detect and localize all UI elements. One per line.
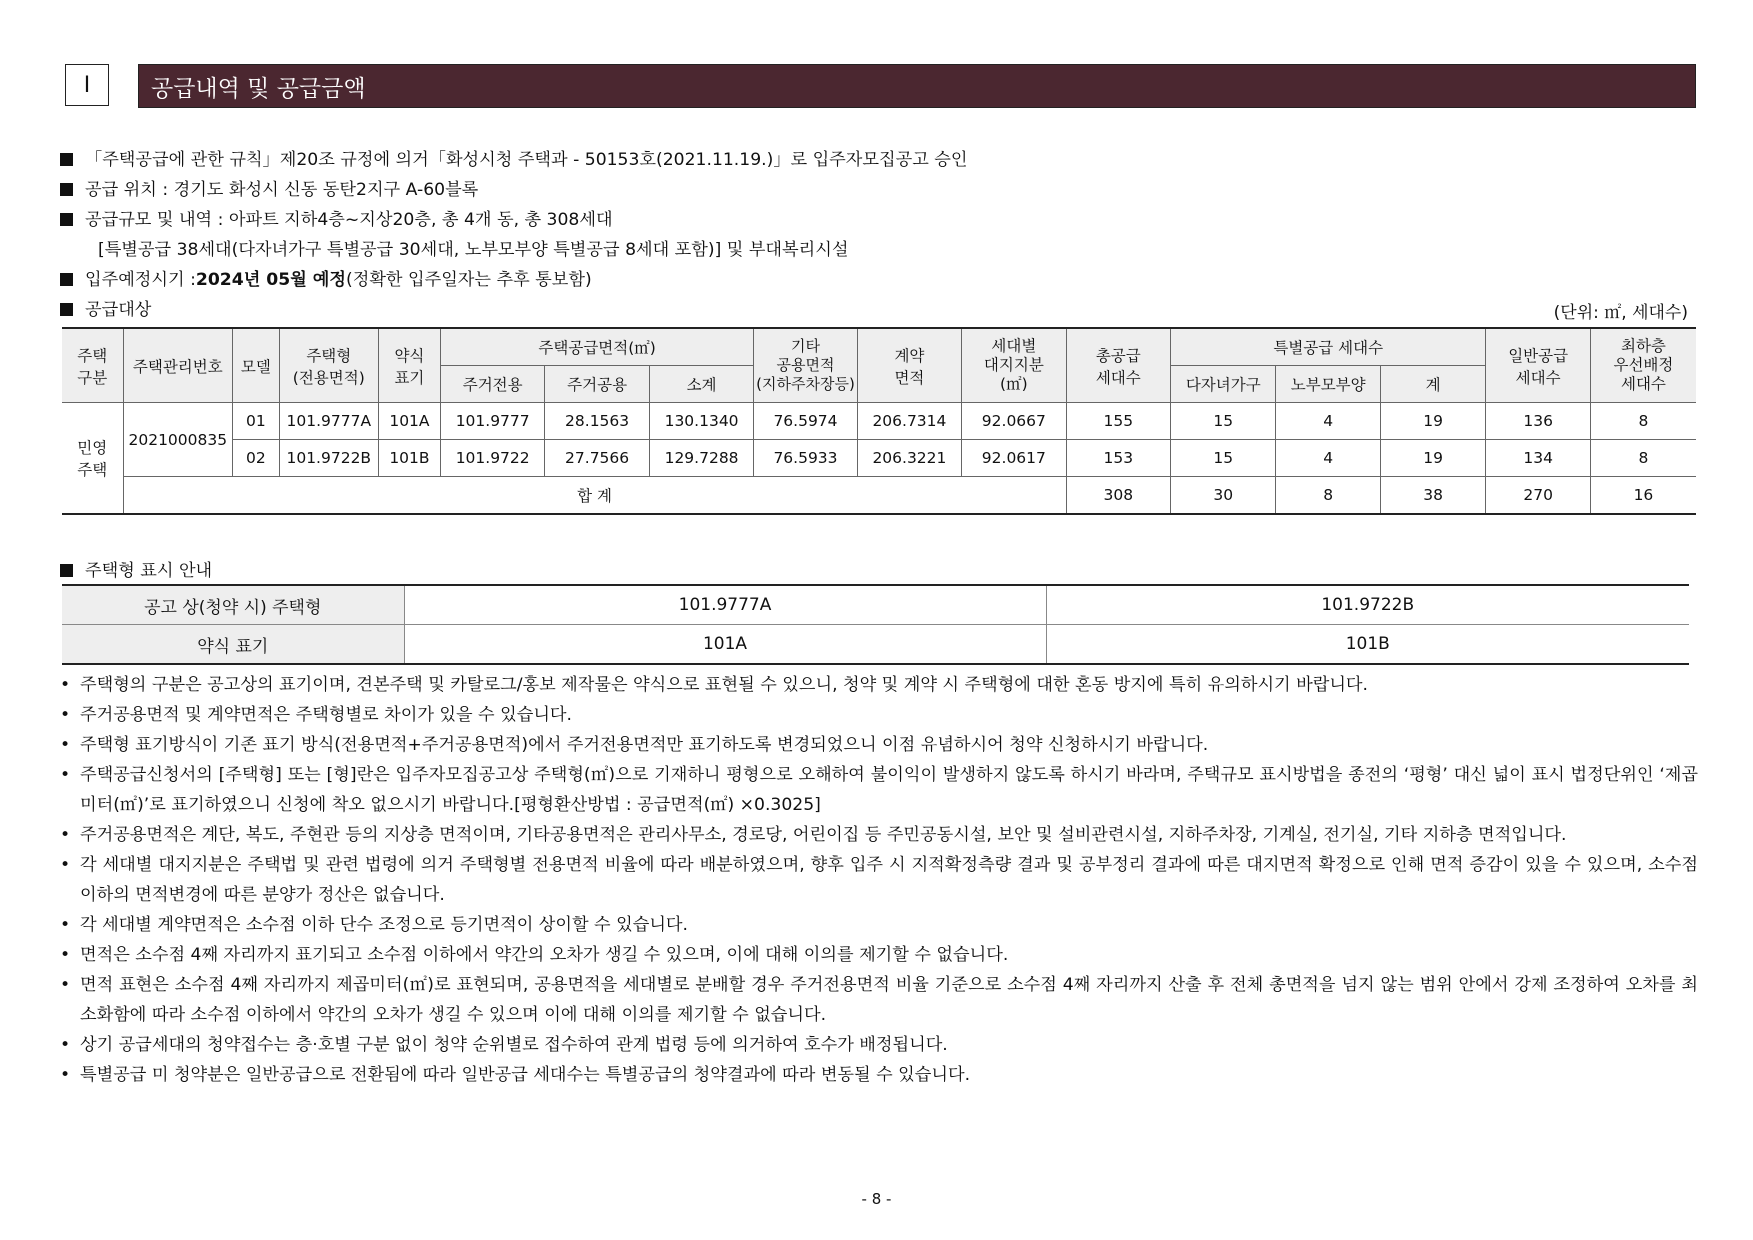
total-supply-sum: 308 xyxy=(1066,477,1170,515)
other-common-cell: 76.5974 xyxy=(754,403,857,440)
bullet-dot-icon: • xyxy=(60,915,71,935)
bullet-dot-icon: • xyxy=(60,705,71,725)
list-item xyxy=(58,850,1698,910)
table-row xyxy=(62,625,1689,665)
contract-area-cell: 206.7314 xyxy=(857,403,961,440)
bullet-dot-icon: • xyxy=(60,1065,71,1085)
note-text: 면적은 소수점 4째 자리까지 표기되고 소수점 이하에서 약간의 오차가 생길 수 있으며, 이에 대해 이의를 제기할 수 없습니다. xyxy=(80,945,1009,965)
header-contract-area: 계약 면적 xyxy=(857,328,961,403)
lowest-floor-sum: 16 xyxy=(1590,477,1696,515)
model-cell: 01 xyxy=(233,403,280,440)
header-other-common: 기타 공용면적 (지하주차장등) xyxy=(754,328,857,403)
mgmt-no-cell: 2021000835 xyxy=(123,403,233,477)
note-text: 각 세대별 계약면적은 소수점 이하 단수 조정으로 등기면적이 상이할 수 있습니다. xyxy=(80,915,689,935)
bullet-approval xyxy=(58,145,1698,175)
header-subtotal: 소계 xyxy=(649,366,753,403)
header-model: 모델 xyxy=(233,328,280,403)
house-type-cell: 101.9722B xyxy=(279,440,378,477)
header-abbr: 약식 표기 xyxy=(378,328,440,403)
lowest-floor-cell: 8 xyxy=(1590,440,1696,477)
general-sum: 270 xyxy=(1486,477,1590,515)
scale-cont-text: [특별공급 38세대(다자녀가구 특별공급 30세대, 노부모부양 특별공급 8세대 포함)] 및 부대복리시설 xyxy=(98,240,849,260)
subtotal-cell: 130.1340 xyxy=(649,403,753,440)
multi-child-sum: 30 xyxy=(1171,477,1276,515)
type-guide-heading xyxy=(58,556,212,581)
total-supply-cell: 155 xyxy=(1066,403,1170,440)
multi-child-cell: 15 xyxy=(1171,440,1276,477)
table-row xyxy=(62,440,1696,477)
list-item xyxy=(58,1060,1698,1090)
type-guide-title: 주택형 표시 안내 xyxy=(85,561,213,581)
bullet-move-in xyxy=(58,265,1698,295)
total-label: 합 계 xyxy=(123,477,1066,515)
move-in-date: 2024년 05월 예정 xyxy=(195,270,347,290)
table-row xyxy=(62,403,1696,440)
exclusive-cell: 101.9777 xyxy=(440,403,544,440)
list-item xyxy=(58,910,1698,940)
header-supply-area: 주택공급면적(㎡) xyxy=(440,328,753,366)
section-title: 공급내역 및 공급금액 xyxy=(138,64,1696,108)
square-bullet-icon xyxy=(60,153,73,166)
bullet-dot-icon: • xyxy=(60,1035,71,1055)
bullet-location xyxy=(58,175,1698,205)
header-common: 주거공용 xyxy=(545,366,649,403)
land-share-cell: 92.0667 xyxy=(962,403,1066,440)
abbr-label-cell: 약식 표기 xyxy=(62,625,404,665)
note-text: 주거공용면적 및 계약면적은 주택형별로 차이가 있을 수 있습니다. xyxy=(80,705,572,725)
bullet-dot-icon: • xyxy=(60,945,71,965)
list-item xyxy=(58,670,1698,700)
bullet-dot-icon: • xyxy=(60,765,71,785)
list-item xyxy=(58,760,1698,820)
housing-type-cell: 민영 주택 xyxy=(62,403,123,515)
approval-text: 「주택공급에 관한 규칙」제20조 규정에 의거「화성시청 주택과 - 50153호(2021.11.19.)」로 입주자모집공고 승인 xyxy=(85,150,968,170)
table-row xyxy=(62,585,1689,625)
header-exclusive: 주거전용 xyxy=(440,366,544,403)
other-common-cell: 76.5933 xyxy=(754,440,857,477)
note-text: 주택형의 구분은 공고상의 표기이며, 견본주택 및 카탈로그/홍보 제작물은 약식으로 표현될 수 있으니, 청약 및 계약 시 주택형에 대한 혼동 방지에 특히 유의하시기 바랍니다. xyxy=(80,675,1368,695)
header-land-share: 세대별 대지지분 (㎡) xyxy=(962,328,1066,403)
header-special-sum: 계 xyxy=(1380,366,1486,403)
header-total-supply: 총공급 세대수 xyxy=(1066,328,1170,403)
special-sum-cell: 19 xyxy=(1380,403,1486,440)
elderly-cell: 4 xyxy=(1276,440,1380,477)
bullet-dot-icon: • xyxy=(60,825,71,845)
type-guide-table xyxy=(62,584,1689,665)
bullet-scale-cont xyxy=(58,235,1698,265)
page-number: - 8 - xyxy=(861,1190,892,1208)
supply-table xyxy=(62,327,1696,515)
house-type-cell: 101.9777A xyxy=(279,403,378,440)
note-text: 주거공용면적은 계단, 복도, 주현관 등의 지상층 면적이며, 기타공용면적은 관리사무소, 경로당, 어린이집 등 주민공동시설, 보안 및 설비관련시설, 지하주차장, 기계실, 전기실, 기타 지하층 면적입니다. xyxy=(80,825,1567,845)
abbr-cell: 101A xyxy=(378,403,440,440)
abbr-b-cell: 101B xyxy=(1046,625,1689,665)
section-number: I xyxy=(65,64,109,106)
scale-text: 공급규모 및 내역 : 아파트 지하4층~지상20층, 총 4개 동, 총 308세대 xyxy=(85,210,613,230)
note-text: 주택형 표기방식이 기존 표기 방식(전용면적+주거공용면적)에서 주거전용면적만 표기하도록 변경되었으니 이점 유념하시어 청약 신청하시기 바랍니다. xyxy=(80,735,1209,755)
list-item xyxy=(58,940,1698,970)
land-share-cell: 92.0617 xyxy=(962,440,1066,477)
square-bullet-icon xyxy=(60,564,73,577)
note-text: 각 세대별 대지지분은 주택법 및 관련 법령에 의거 주택형별 전용면적 비율에 따라 배분하였으며, 향후 입주 시 지적확정측량 결과 및 공부정리 결과에 따른 대지면적 확정으로 인해 면적 증감이 있을 수 있으며, 소수점 이하의 면적변경에 따른 분양가 정산은 없습니다. xyxy=(80,855,1698,905)
header-house-type: 주택형 (전용면적) xyxy=(279,328,378,403)
list-item xyxy=(58,700,1698,730)
header-mgmt-no: 주택관리번호 xyxy=(123,328,233,403)
abbr-a-cell: 101A xyxy=(404,625,1046,665)
header-special-supply: 특별공급 세대수 xyxy=(1171,328,1486,366)
note-text: 특별공급 미 청약분은 일반공급으로 전환됨에 따라 일반공급 세대수는 특별공급의 청약결과에 따라 변동될 수 있습니다. xyxy=(80,1065,971,1085)
bullet-dot-icon: • xyxy=(60,855,71,875)
general-cell: 134 xyxy=(1486,440,1590,477)
bullet-dot-icon: • xyxy=(60,975,71,995)
bullet-scale xyxy=(58,205,1698,235)
list-item xyxy=(58,730,1698,760)
bullet-dot-icon: • xyxy=(60,735,71,755)
note-text: 주택공급신청서의 [주택형] 또는 [형]란은 입주자모집공고상 주택형(㎡)으로 기재하니 평형으로 오해하여 불이익이 발생하지 않도록 하시기 바라며, 주택규모 표시방법을 종전의 ‘평형’ 대신 넓이 표시 법정단위인 ‘제곱미터(㎡)’로 표기하였으니 신청에 착오 없으시기 바랍니다.[평형환산방법 : 공급면적(㎡) ×0.3025] xyxy=(80,765,1698,815)
exclusive-cell: 101.9722 xyxy=(440,440,544,477)
total-row xyxy=(62,477,1696,515)
type-b-cell: 101.9722B xyxy=(1046,585,1689,625)
location-text: 공급 위치 : 경기도 화성시 신동 동탄2지구 A-60블록 xyxy=(85,180,479,200)
note-text: 면적 표현은 소수점 4째 자리까지 제곱미터(㎡)로 표현되며, 공용면적을 세대별로 분배할 경우 주거전용면적 비율 기준으로 소수점 4째 자리까지 산출 후 전체 총면적을 넘지 않는 범위 안에서 강제 조정하여 오차를 최소화함에 따라 소수점 이하에서 약간의 오차가 생길 수 있으며 이에 대해 이의를 제기할 수 없습니다. xyxy=(80,975,1698,1025)
list-item xyxy=(58,820,1698,850)
header-general-supply: 일반공급 세대수 xyxy=(1486,328,1590,403)
multi-child-cell: 15 xyxy=(1171,403,1276,440)
square-bullet-icon xyxy=(60,183,73,196)
move-in-label: 입주예정시기 : xyxy=(85,270,196,290)
bullet-dot-icon: • xyxy=(60,675,71,695)
header-housing-type: 주택 구분 xyxy=(62,328,123,403)
subtotal-cell: 129.7288 xyxy=(649,440,753,477)
general-cell: 136 xyxy=(1486,403,1590,440)
supply-target-heading: 공급대상 xyxy=(85,300,152,320)
list-item xyxy=(58,970,1698,1030)
abbr-cell: 101B xyxy=(378,440,440,477)
note-text: 상기 공급세대의 청약접수는 층·호별 구분 없이 청약 순위별로 접수하여 관계 법령 등에 의거하여 호수가 배정됩니다. xyxy=(80,1035,948,1055)
header-elderly: 노부모부양 xyxy=(1276,366,1380,403)
special-sum-total: 38 xyxy=(1380,477,1486,515)
section-header xyxy=(65,64,1697,108)
contract-area-cell: 206.3221 xyxy=(857,440,961,477)
common-cell: 28.1563 xyxy=(545,403,649,440)
type-a-cell: 101.9777A xyxy=(404,585,1046,625)
supply-overview xyxy=(58,145,1698,325)
unit-note: (단위: ㎡, 세대수) xyxy=(1553,303,1688,323)
square-bullet-icon xyxy=(60,213,73,226)
notes-list xyxy=(58,670,1698,1090)
header-multi-child: 다자녀가구 xyxy=(1171,366,1276,403)
common-cell: 27.7566 xyxy=(545,440,649,477)
model-cell: 02 xyxy=(233,440,280,477)
square-bullet-icon xyxy=(60,303,73,316)
list-item xyxy=(58,1030,1698,1060)
type-label-cell: 공고 상(청약 시) 주택형 xyxy=(62,585,404,625)
elderly-sum: 8 xyxy=(1276,477,1380,515)
elderly-cell: 4 xyxy=(1276,403,1380,440)
bullet-supply-target xyxy=(58,295,1698,325)
special-sum-cell: 19 xyxy=(1380,440,1486,477)
square-bullet-icon xyxy=(60,273,73,286)
lowest-floor-cell: 8 xyxy=(1590,403,1696,440)
move-in-note: (정확한 입주일자는 추후 통보함) xyxy=(346,270,592,290)
total-supply-cell: 153 xyxy=(1066,440,1170,477)
header-lowest-floor: 최하층 우선배정 세대수 xyxy=(1590,328,1696,403)
